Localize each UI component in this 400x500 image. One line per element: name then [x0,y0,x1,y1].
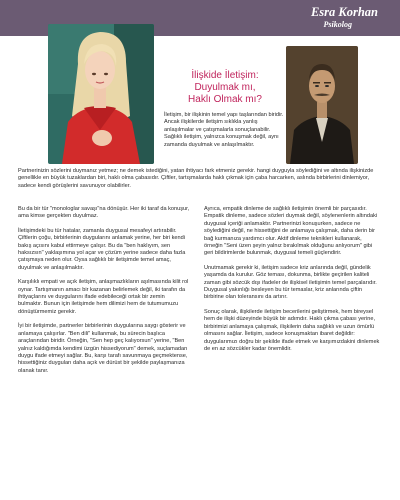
left-paragraph-4: İyi bir iletişimde, partnerler birbirlerinin duygularına saygı gösterir ve anlamaya çalışırlar. "Ben dili" kullanmak, bu sürecin başlıca araçlarından biridir. Örneğin, "Sen hep geç kalıyorsun" yerine, "Ben yalnız kaldığımda kendimi üzgün hissediyorum" demek, suçlamadan duygu ifade etmeyi sağlar. Bu, karşı tarafı savunmaya geçmektense, hissettiğiniz duyguları daha açık ve dürüst bir şekilde paylaşmanıza olanak tanır. [18,323,188,374]
left-paragraph-3: Karşılıklı empati ve açık iletişim, anlaşmazlıkların aşılmasında kilit rol oynar. Tartışmanın amacı bir kazanan belirlemek değil, iki tarafın da ihtiyaçlarını ve duygularını ifade edebileceği ortak bir zemin bulmaktır. Bunun için iletişimde hem dilimizi hem de tutumumuzu dönüştürmemiz gerekir. [18,279,189,315]
left-paragraph-1: Bu da bir tür "monologlar savaşı"na dönüşür. Her iki taraf da konuşur, ama kimse gerçekten duyulmaz. [18,206,190,220]
headline-line-3: Haklı Olmak mı? [188,94,262,105]
author-name: Esra Korhan [310,5,378,19]
headline-line-2: Duyulmak mı, [194,82,256,93]
wide-paragraph: Partnerinizin sözlerini duymanız yetmez; ne demek istediğini, yatan ihtiyacı fark etmeniz gerekir. hangi duyguyla söylediğini ve altında ilişkinizde genellikle en büyük tuzaklardan biri, haklı olma çabasıdır. Çiftler, tartışmalarda haklı çıkmak için çaba harcarken, aslında birbirlerini dinlemiyor, sadece kendi görüşlerini savunuyor olabilirler. [18,168,374,189]
article-headline [164,70,286,106]
right-paragraph-3: Sonuç olarak, ilişkilerde iletişim becerilerini geliştirmek, hem bireysel hem de ilişki düzeyinde büyük bir adımdır. Haklı çıkma çabası yerine, birbirimizi anlamaya çalışmak, ilişkilerin daha sağlıklı ve uzun ömürlü olmasını sağlar. İletişim, sadece konuşmaktan ibaret değildir: duygularımızı doğru bir şekilde ifade etmek ve karşımızdakini dinlemek de en az sözcükler kadar önemlidir. [204,308,380,352]
right-paragraph-1: Ayrıca, empatik dinleme de sağlıklı iletişimin önemli bir parçasıdır. Empatik dinleme, sadece sözleri duymak değil, söylenenlerin altındaki duygusal içeriği anlamaktır. Partnerinizi konuşurken, sadece ne söylediğini değil, ne hissettiğini de anlamaya çalışmak, daha derin bir bağ kurmanıza yardımcı olur. Aktif dinleme teknikleri kullanarak, örneğin "Seni üzen şeyin yalnız bırakılmak olduğunu anlıyorum" gibi geri bildirimlerde bulunmak, duygusal temeli güçlendirir. [204,206,378,257]
headline-line-1: İlişkide İletişim: [191,70,259,81]
historical-photo [286,46,358,164]
author-title: Psikolog [323,20,352,29]
author-photo [48,24,154,164]
left-column [18,206,190,382]
intro-paragraph: İletişim, bir ilişkinin temel yapı taşlarından biridir. Ancak ilişkilerde iletişim sıklıkla yanlış anlaşılmalar ve çatışmalarla sonuçlanabilir. Sağlıklı iletişim, yalnızca konuşmak değil, aynı zamanda duyulmak ve anlaşılmaktır. [164,112,284,148]
author-block [311,5,378,30]
right-paragraph-2: Unutmamak gerekir ki, iletişim sadece kriz anlarında değil, gündelik yaşamda da kurulur. Göz teması, dokunma, birlikte geçirilen kaliteli zaman gibi sözcük dışı ifadeler de ilişkisel iletişimin temel parçalarıdır. Duygusal yakınlığı besleyen bu tür temaslar, kriz anlarında çiftin birbirine olan toleransını da artırır. [204,264,377,301]
right-column [204,206,380,360]
left-paragraph-2: İletişimdeki bu tür hatalar, zamanla duygusal mesafeyi artırabilir. Çiftlerin çoğu, birbirlerinin duygularını anlamak yerine, her biri kendi bakış açısını kabul ettirmeye çalışır. Bu da "ben haklıyım, sen haksızsın" yaklaşımına yol açar ve çözüm yerine sadece daha fazla çatışmaya neden olur. Oysa sağlıklı bir iletişimde temel amaç, duyulmak ve anlaşılmaktır. [18,227,186,271]
